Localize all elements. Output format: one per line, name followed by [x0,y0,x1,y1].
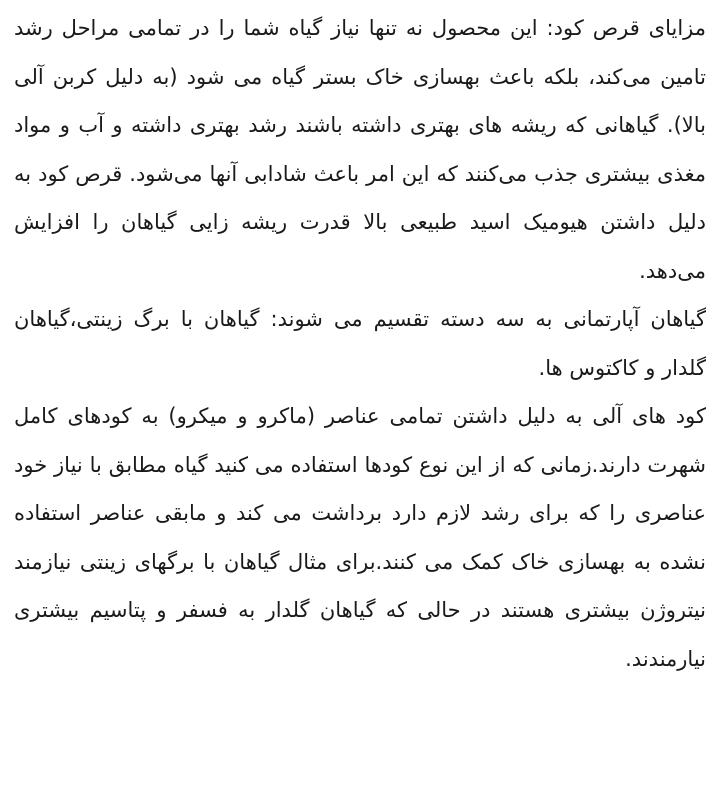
paragraph-houseplant-categories: گیاهان آپارتمانی به سه دسته تقسیم می شوند: گیاهان با برگ زینتی،گیاهان گلدار و کاکتوس ها. [14,307,706,380]
paragraph-tablet-fertilizer-benefits: مزایای قرص کود: این محصول نه تنها نیاز گیاه شما را در تمامی مراحل رشد تامین می‌کند، بلکه باعث بهسازی خاک بستر گیاه می شود (به دلیل کربن آلی بالا). گیاهانی که ریشه های بهتری داشته باشند رشد بهتری داشته و آب و مواد مغذی بیشتری جذب می‌کنند که این امر باعث شادابی آنها می‌شود. قرص کود به دلیل داشتن هیومیک اسید طبیعی بالا قدرت ریشه زایی گیاهان را افزایش می‌دهد. [14,16,706,283]
paragraph-organic-fertilizers: کود های آلی به دلیل داشتن تمامی عناصر (ماکرو و میکرو) به کودهای کامل شهرت دارند.زمانی که از این نوع کودها استفاده می کنید گیاه مطابق با نیاز خود عناصری را که برای رشد لازم دارد برداشت می کند و مابقی عناصر استفاده نشده به بهسازی خاک کمک می کنند.برای مثال گیاهان با برگهای زینتی نیازمند نیتروژن بیشتری هستند در حالی که گیاهان گلدار به فسفر و پتاسیم بیشتری نیارمندند. [14,404,706,671]
